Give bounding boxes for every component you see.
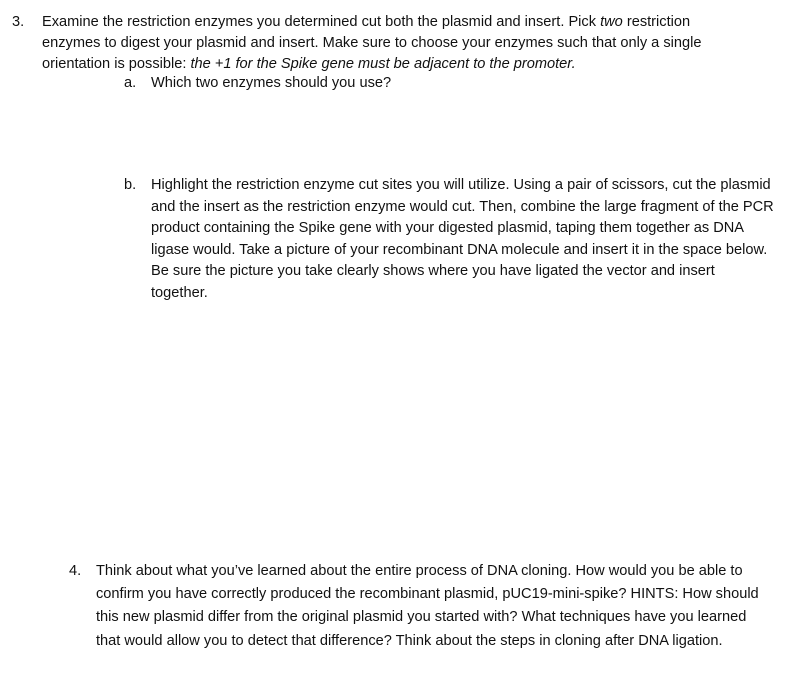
question-3-part-b: [124, 175, 774, 305]
question-3-text-start: Examine the restriction enzymes you determined cut both the plasmid and insert. Pick: [42, 14, 601, 30]
question-3-emphasis-two: two: [600, 14, 623, 30]
question-3-part-a: [124, 73, 764, 94]
question-3-text: [42, 12, 752, 75]
question-4: [69, 560, 774, 653]
part-b-text: Highlight the restriction enzyme cut sites you will utilize. Using a pair of scissors, cut the plasmid and the insert as the restriction enzyme would cut. Then, combine the large fragment of the PCR product containing the Spike gene with your digested plasmid, taping them together as DNA ligase would. Take a picture of your recombinant DNA molecule and insert it in the space below. Be sure the picture you take clearly shows where you have ligated the vector and insert together.: [151, 177, 774, 301]
question-3-number: 3.: [12, 14, 25, 30]
question-3: [12, 12, 752, 75]
part-a-letter: a.: [124, 75, 137, 91]
part-b-letter: b.: [124, 177, 137, 193]
question-4-number: 4.: [69, 563, 82, 579]
part-a-text: Which two enzymes should you use?: [151, 75, 392, 91]
question-3-text-middle: restriction enzymes to digest your plasmid and insert. Make sure to choose your enzymes such that only a single orientation is possible:: [42, 14, 702, 72]
question-4-text: Think about what you’ve learned about the entire process of DNA cloning. How would you be able to confirm you have correctly produced the recombinant plasmid, pUC19-mini-spike? HINTS: How should this new plasmid differ from the original plasmid you started with? What techniques have you learned that would allow you to detect that difference? Think about the steps in cloning after DNA ligation.: [96, 563, 759, 649]
question-3-emphasis-orientation: the +1 for the Spike gene must be adjacent to the promoter.: [190, 56, 576, 72]
